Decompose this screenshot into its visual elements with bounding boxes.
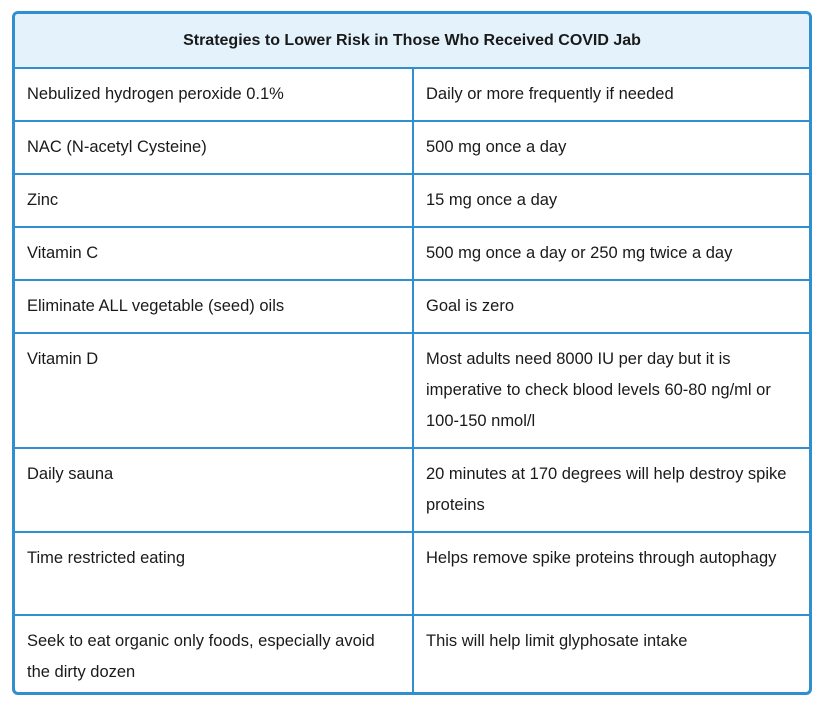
detail-cell: Daily or more frequently if needed bbox=[413, 68, 809, 121]
table-row bbox=[15, 615, 809, 695]
detail-cell: This will help limit glyphosate intake bbox=[413, 615, 809, 695]
strategies-table bbox=[15, 14, 809, 695]
strategy-cell: Vitamin C bbox=[15, 227, 413, 280]
strategy-cell: Daily sauna bbox=[15, 448, 413, 532]
table-title: Strategies to Lower Risk in Those Who Received COVID Jab bbox=[15, 14, 809, 68]
detail-cell: Most adults need 8000 IU per day but it is imperative to check blood levels 60-80 ng/ml or 100-150 nmol/l bbox=[413, 333, 809, 448]
table-row bbox=[15, 532, 809, 615]
table-row bbox=[15, 448, 809, 532]
strategy-cell: Nebulized hydrogen peroxide 0.1% bbox=[15, 68, 413, 121]
table-row bbox=[15, 68, 809, 121]
table-row bbox=[15, 121, 809, 174]
detail-cell: 15 mg once a day bbox=[413, 174, 809, 227]
table-header-row bbox=[15, 14, 809, 68]
detail-cell: 500 mg once a day bbox=[413, 121, 809, 174]
detail-cell: 500 mg once a day or 250 mg twice a day bbox=[413, 227, 809, 280]
table-row bbox=[15, 174, 809, 227]
detail-cell: 20 minutes at 170 degrees will help destroy spike proteins bbox=[413, 448, 809, 532]
strategy-cell: Zinc bbox=[15, 174, 413, 227]
detail-cell: Helps remove spike proteins through autophagy bbox=[413, 532, 809, 615]
strategy-cell: Eliminate ALL vegetable (seed) oils bbox=[15, 280, 413, 333]
table-row bbox=[15, 333, 809, 448]
strategy-cell: Vitamin D bbox=[15, 333, 413, 448]
strategy-cell: Seek to eat organic only foods, especially avoid the dirty dozen bbox=[15, 615, 413, 695]
strategies-table-frame bbox=[12, 11, 812, 695]
strategy-cell: Time restricted eating bbox=[15, 532, 413, 615]
strategy-cell: NAC (N-acetyl Cysteine) bbox=[15, 121, 413, 174]
table-row bbox=[15, 280, 809, 333]
table-row bbox=[15, 227, 809, 280]
detail-cell: Goal is zero bbox=[413, 280, 809, 333]
